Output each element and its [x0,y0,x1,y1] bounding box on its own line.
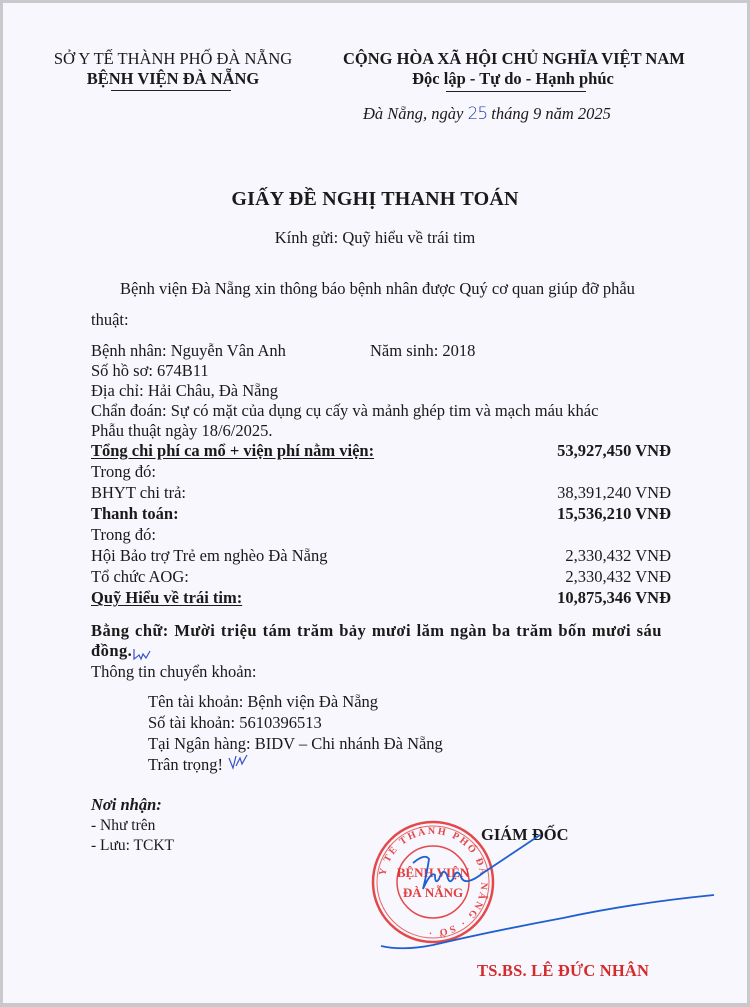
patient-address: Địa chỉ: Hải Châu, Đà Nẵng [91,381,278,400]
account-number: Số tài khoản: 5610396513 [148,713,322,732]
intro-line-1: Bệnh viện Đà Nẵng xin thông báo bệnh nhân được Quý cơ quan giúp đỡ phẫu [120,279,635,298]
patient-name: Bệnh nhân: Nguyễn Vân Anh [91,341,286,360]
cost-total-amount: 53,927,450 VNĐ [557,441,671,460]
diagnosis: Chẩn đoán: Sự có mặt của dụng cụ cấy và mảnh ghép tim và mạch máu khác [91,401,599,420]
transfer-heading: Thông tin chuyển khoản: [91,662,257,681]
stamp-inner-line-1: BỆNH VIỆN [396,865,470,880]
stamp-inner-line-2: ĐÀ NẴNG [402,885,464,900]
recipient-item: - Như trên [91,817,156,834]
amount-in-words: Bằng chữ: Mười triệu tám trăm bảy mươi lăm ngàn ba trăm bốn mươi sáu đồng. [91,621,662,660]
payment-amount: 15,536,210 VNĐ [557,504,671,523]
handwritten-signature [343,823,723,953]
signatory-name: TS.BS. LÊ ĐỨC NHÂN [477,961,650,980]
header-right [343,49,683,89]
patient-birth-year: Năm sinh: 2018 [370,341,476,360]
recipient-item: - Lưu: TCKT [91,837,175,854]
initial-mark-icon [227,752,251,772]
charity-label: Hội Bảo trợ Trẻ em nghèo Đà Nẵng [91,546,328,565]
record-number: Số hồ sơ: 674B11 [91,361,209,380]
fund-amount: 10,875,346 VNĐ [557,588,671,607]
date-prefix: Đà Nẵng, ngày [363,104,464,123]
surgery-date: Phẫu thuật ngày 18/6/2025. [91,421,273,440]
recipients-heading: Nơi nhận: [91,795,162,814]
insurance-label: BHYT chi trả: [91,483,187,502]
initial-mark-icon [131,647,153,663]
country-name: CỘNG HÒA XÃ HỘI CHỦ NGHĨA VIỆT NAM [343,49,685,68]
document-title: GIẤY ĐỀ NGHỊ THANH TOÁN [231,188,519,210]
motto: Độc lập - Tự do - Hạnh phúc [412,69,614,88]
document-date [363,104,611,124]
department-name: SỞ Y TẾ THÀNH PHỐ ĐÀ NẴNG [53,49,293,68]
date-suffix: tháng 9 năm 2025 [491,104,611,123]
greeting: Kính gửi: Quỹ hiểu về trái tim [274,228,476,247]
payment-label: Thanh toán: [91,504,179,523]
closing: Trân trọng! [148,755,224,774]
bank-branch: Tại Ngân hàng: BIDV – Chi nhánh Đà Nẵng [148,734,443,753]
cost-breakdown-label: Trong đó: [91,462,156,481]
signatory-title: GIÁM ĐỐC [481,825,569,844]
aog-amount: 2,330,432 VNĐ [565,567,671,586]
intro-line-2: thuật: [91,310,129,329]
date-day-handwritten: 25 [467,104,488,124]
charity-amount: 2,330,432 VNĐ [565,546,671,565]
header-left [3,49,343,89]
payment-breakdown-label: Trong đó: [91,525,156,544]
hospital-name: BỆNH VIỆN ĐÀ NẴNG [86,69,260,88]
cost-total-label: Tổng chi phí ca mổ + viện phí nằm viện: [91,441,375,460]
document-page [3,3,747,1003]
insurance-amount: 38,391,240 VNĐ [557,483,671,502]
account-name: Tên tài khoản: Bệnh viện Đà Nẵng [148,692,379,711]
svg-text:Y TẾ THÀNH PHỐ ĐÀ NẴNG · SỞ ·: Y TẾ THÀNH PHỐ ĐÀ NẴNG · SỞ · [377,825,490,939]
hospital-underline [111,90,231,91]
aog-label: Tổ chức AOG: [91,567,189,586]
motto-underline [446,91,586,92]
fund-label: Quỹ Hiểu về trái tim: [91,588,243,607]
